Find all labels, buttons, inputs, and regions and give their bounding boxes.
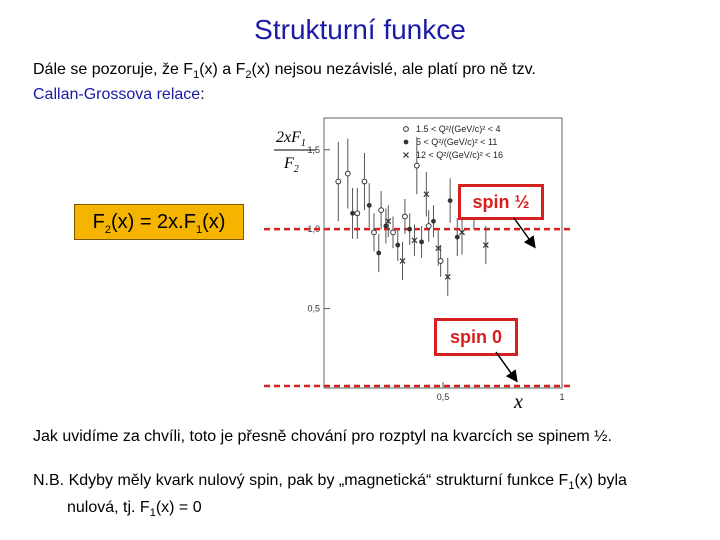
x-axis-label: x (514, 391, 523, 412)
x-tick-label: 0,5 (436, 392, 450, 402)
arrow-spin-zero (496, 352, 516, 380)
intro-text-3: (x) nejsou nezávislé, ale platí pro ně tzv. (251, 61, 536, 78)
note-text-2: (x) byla (574, 472, 627, 489)
x-tick-label: 1 (559, 392, 565, 402)
ylabel-denominator: $F_2$ (284, 155, 299, 175)
intro-text-2: (x) a F (199, 61, 246, 78)
explanation-paragraph: Jak uvidíme za chvíli, toto je přesně chování pro rozptyl na kvarcích se spinem ½. (33, 428, 612, 445)
formula-sub-1: 1 (195, 224, 203, 236)
note-sub-2: 1 (149, 507, 156, 520)
spin-half-label: spin ½ (458, 184, 544, 220)
intro-sub-1: 1 (193, 69, 200, 82)
formula-sub-2: 2 (104, 224, 111, 236)
arrow-spin-half (514, 218, 534, 246)
spin-zero-label: spin 0 (434, 318, 518, 356)
note-text-4: (x) = 0 (155, 499, 202, 517)
formula-mid: (x) = 2x.F (110, 211, 196, 233)
formula-f2: F (92, 211, 105, 233)
intro-sub-2: 2 (245, 69, 252, 82)
intro-colon: : (200, 86, 205, 104)
ylabel-numerator: $2xF_1$ (276, 129, 306, 149)
note-sub-1: 1 (568, 480, 575, 493)
legend-entry: 5 < Q²/(GeV/c)² < 11 (416, 137, 498, 147)
y-tick-label: 1,5 (307, 144, 320, 155)
legend-entry: 1.5 < Q²/(GeV/c)² < 4 (416, 124, 501, 134)
note-text-3: nulová, tj. F (67, 499, 150, 517)
note-text-1: N.B. Kdyby měly kvark nulový spin, pak by „magnetická“ strukturní funkce F (33, 472, 569, 489)
y-tick-label: 0,5 (307, 303, 320, 314)
callan-gross-link[interactable]: Callan-Grossova relace (33, 86, 201, 104)
intro-text-1: Dále se pozoruje, že F (33, 61, 194, 78)
legend-entry: 12 < Q²/(GeV/c)² < 16 (416, 150, 504, 160)
page-title: Strukturní funkce (254, 14, 466, 45)
y-tick-label: 1,0 (307, 224, 320, 235)
formula-end: (x) (202, 211, 226, 233)
note-paragraph (33, 470, 719, 524)
